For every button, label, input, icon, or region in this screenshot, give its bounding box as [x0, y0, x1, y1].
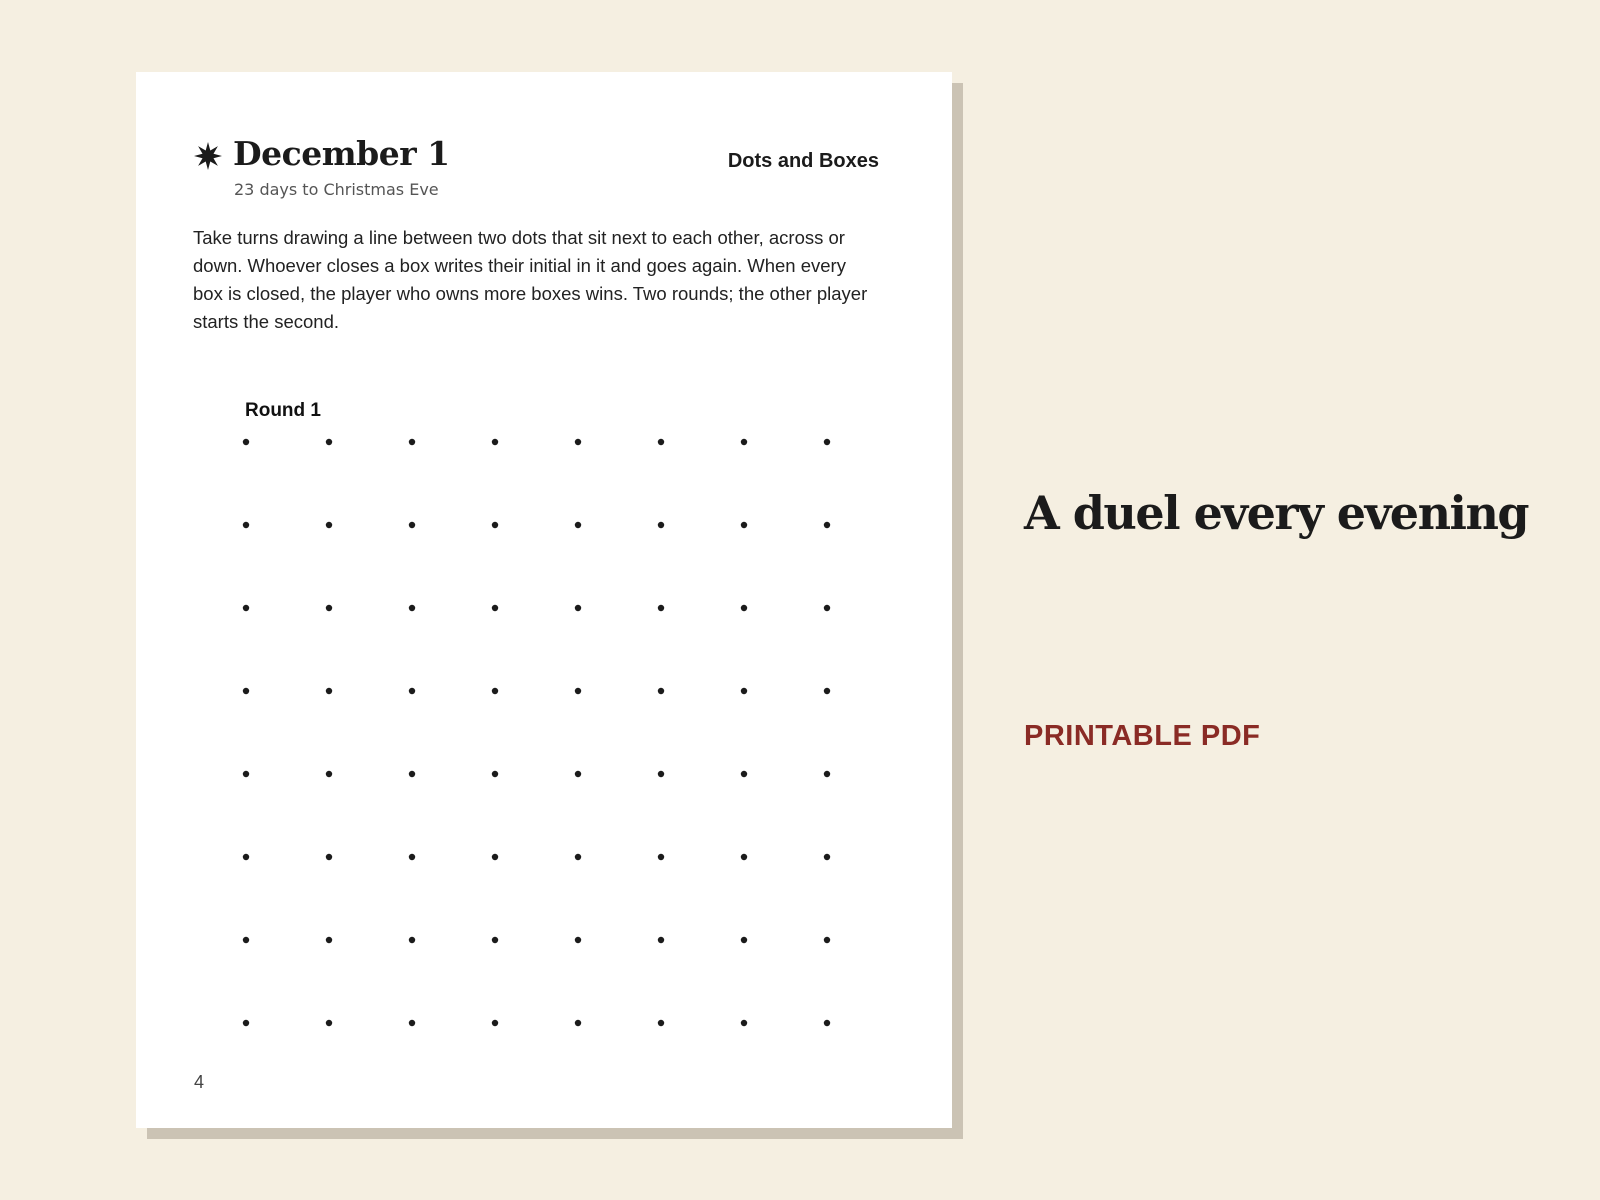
- game-rules: Take turns drawing a line between two dots that sit next to each other, across or down. Whoever closes a box writes their initial in it and goes again. When every box is closed, the player who owns more boxes wins. Two rounds; the other player starts the second.: [193, 227, 868, 332]
- grid-dot: [243, 854, 249, 860]
- format-label: PRINTABLE PDF: [1024, 720, 1261, 752]
- grid-dot: [409, 854, 415, 860]
- worksheet-page: [136, 72, 952, 1128]
- grid-dot: [326, 605, 332, 611]
- grid-dot: [326, 522, 332, 528]
- grid-dot: [741, 854, 747, 860]
- grid-dot: [741, 688, 747, 694]
- grid-dot: [492, 854, 498, 860]
- grid-dot: [243, 439, 249, 445]
- grid-dot: [492, 605, 498, 611]
- grid-dot: [492, 439, 498, 445]
- grid-dot: [243, 522, 249, 528]
- grid-dot: [575, 771, 581, 777]
- countdown-subtitle: 23 days to Christmas Eve: [234, 180, 439, 199]
- grid-dot: [243, 688, 249, 694]
- grid-dot: [243, 771, 249, 777]
- grid-dot: [575, 522, 581, 528]
- grid-dot: [326, 1020, 332, 1026]
- grid-dot: [824, 771, 830, 777]
- grid-dot: [409, 937, 415, 943]
- grid-dot: [824, 688, 830, 694]
- grid-dot: [492, 771, 498, 777]
- grid-dot: [243, 937, 249, 943]
- grid-dot: [492, 688, 498, 694]
- grid-dot: [409, 1020, 415, 1026]
- grid-dot: [409, 605, 415, 611]
- grid-dot: [824, 937, 830, 943]
- grid-dot: [409, 688, 415, 694]
- page-title: December 1: [233, 134, 450, 173]
- grid-dot: [658, 1020, 664, 1026]
- grid-dot: [326, 937, 332, 943]
- grid-dot: [326, 688, 332, 694]
- grid-dot: [575, 688, 581, 694]
- grid-dot: [824, 439, 830, 445]
- grid-dot: [824, 522, 830, 528]
- grid-dot: [658, 771, 664, 777]
- grid-dot: [658, 688, 664, 694]
- grid-dot: [326, 439, 332, 445]
- star-icon: [193, 141, 223, 171]
- page-number: 4: [194, 1072, 205, 1092]
- promo-tagline: A duel every evening: [1024, 486, 1529, 540]
- grid-dot: [658, 439, 664, 445]
- grid-dot: [575, 1020, 581, 1026]
- grid-dot: [741, 937, 747, 943]
- grid-dot: [741, 522, 747, 528]
- grid-dot: [409, 439, 415, 445]
- grid-dot: [658, 854, 664, 860]
- grid-dot: [741, 439, 747, 445]
- grid-dot: [824, 854, 830, 860]
- grid-dot: [575, 854, 581, 860]
- grid-dot: [243, 1020, 249, 1026]
- grid-dot: [741, 771, 747, 777]
- grid-dot: [243, 605, 249, 611]
- grid-dot: [575, 937, 581, 943]
- grid-dot: [741, 1020, 747, 1026]
- grid-dot: [492, 1020, 498, 1026]
- grid-dot: [492, 937, 498, 943]
- grid-dot: [409, 522, 415, 528]
- game-name: Dots and Boxes: [727, 150, 879, 172]
- grid-dot: [741, 605, 747, 611]
- grid-dot: [326, 771, 332, 777]
- grid-dot: [326, 854, 332, 860]
- grid-dot: [824, 1020, 830, 1026]
- grid-dot: [658, 522, 664, 528]
- grid-dot: [575, 439, 581, 445]
- grid-dot: [658, 605, 664, 611]
- grid-dot: [492, 522, 498, 528]
- grid-dot: [575, 605, 581, 611]
- round-label: Round 1: [245, 400, 321, 421]
- grid-dot: [409, 771, 415, 777]
- grid-dot: [658, 937, 664, 943]
- grid-dot: [824, 605, 830, 611]
